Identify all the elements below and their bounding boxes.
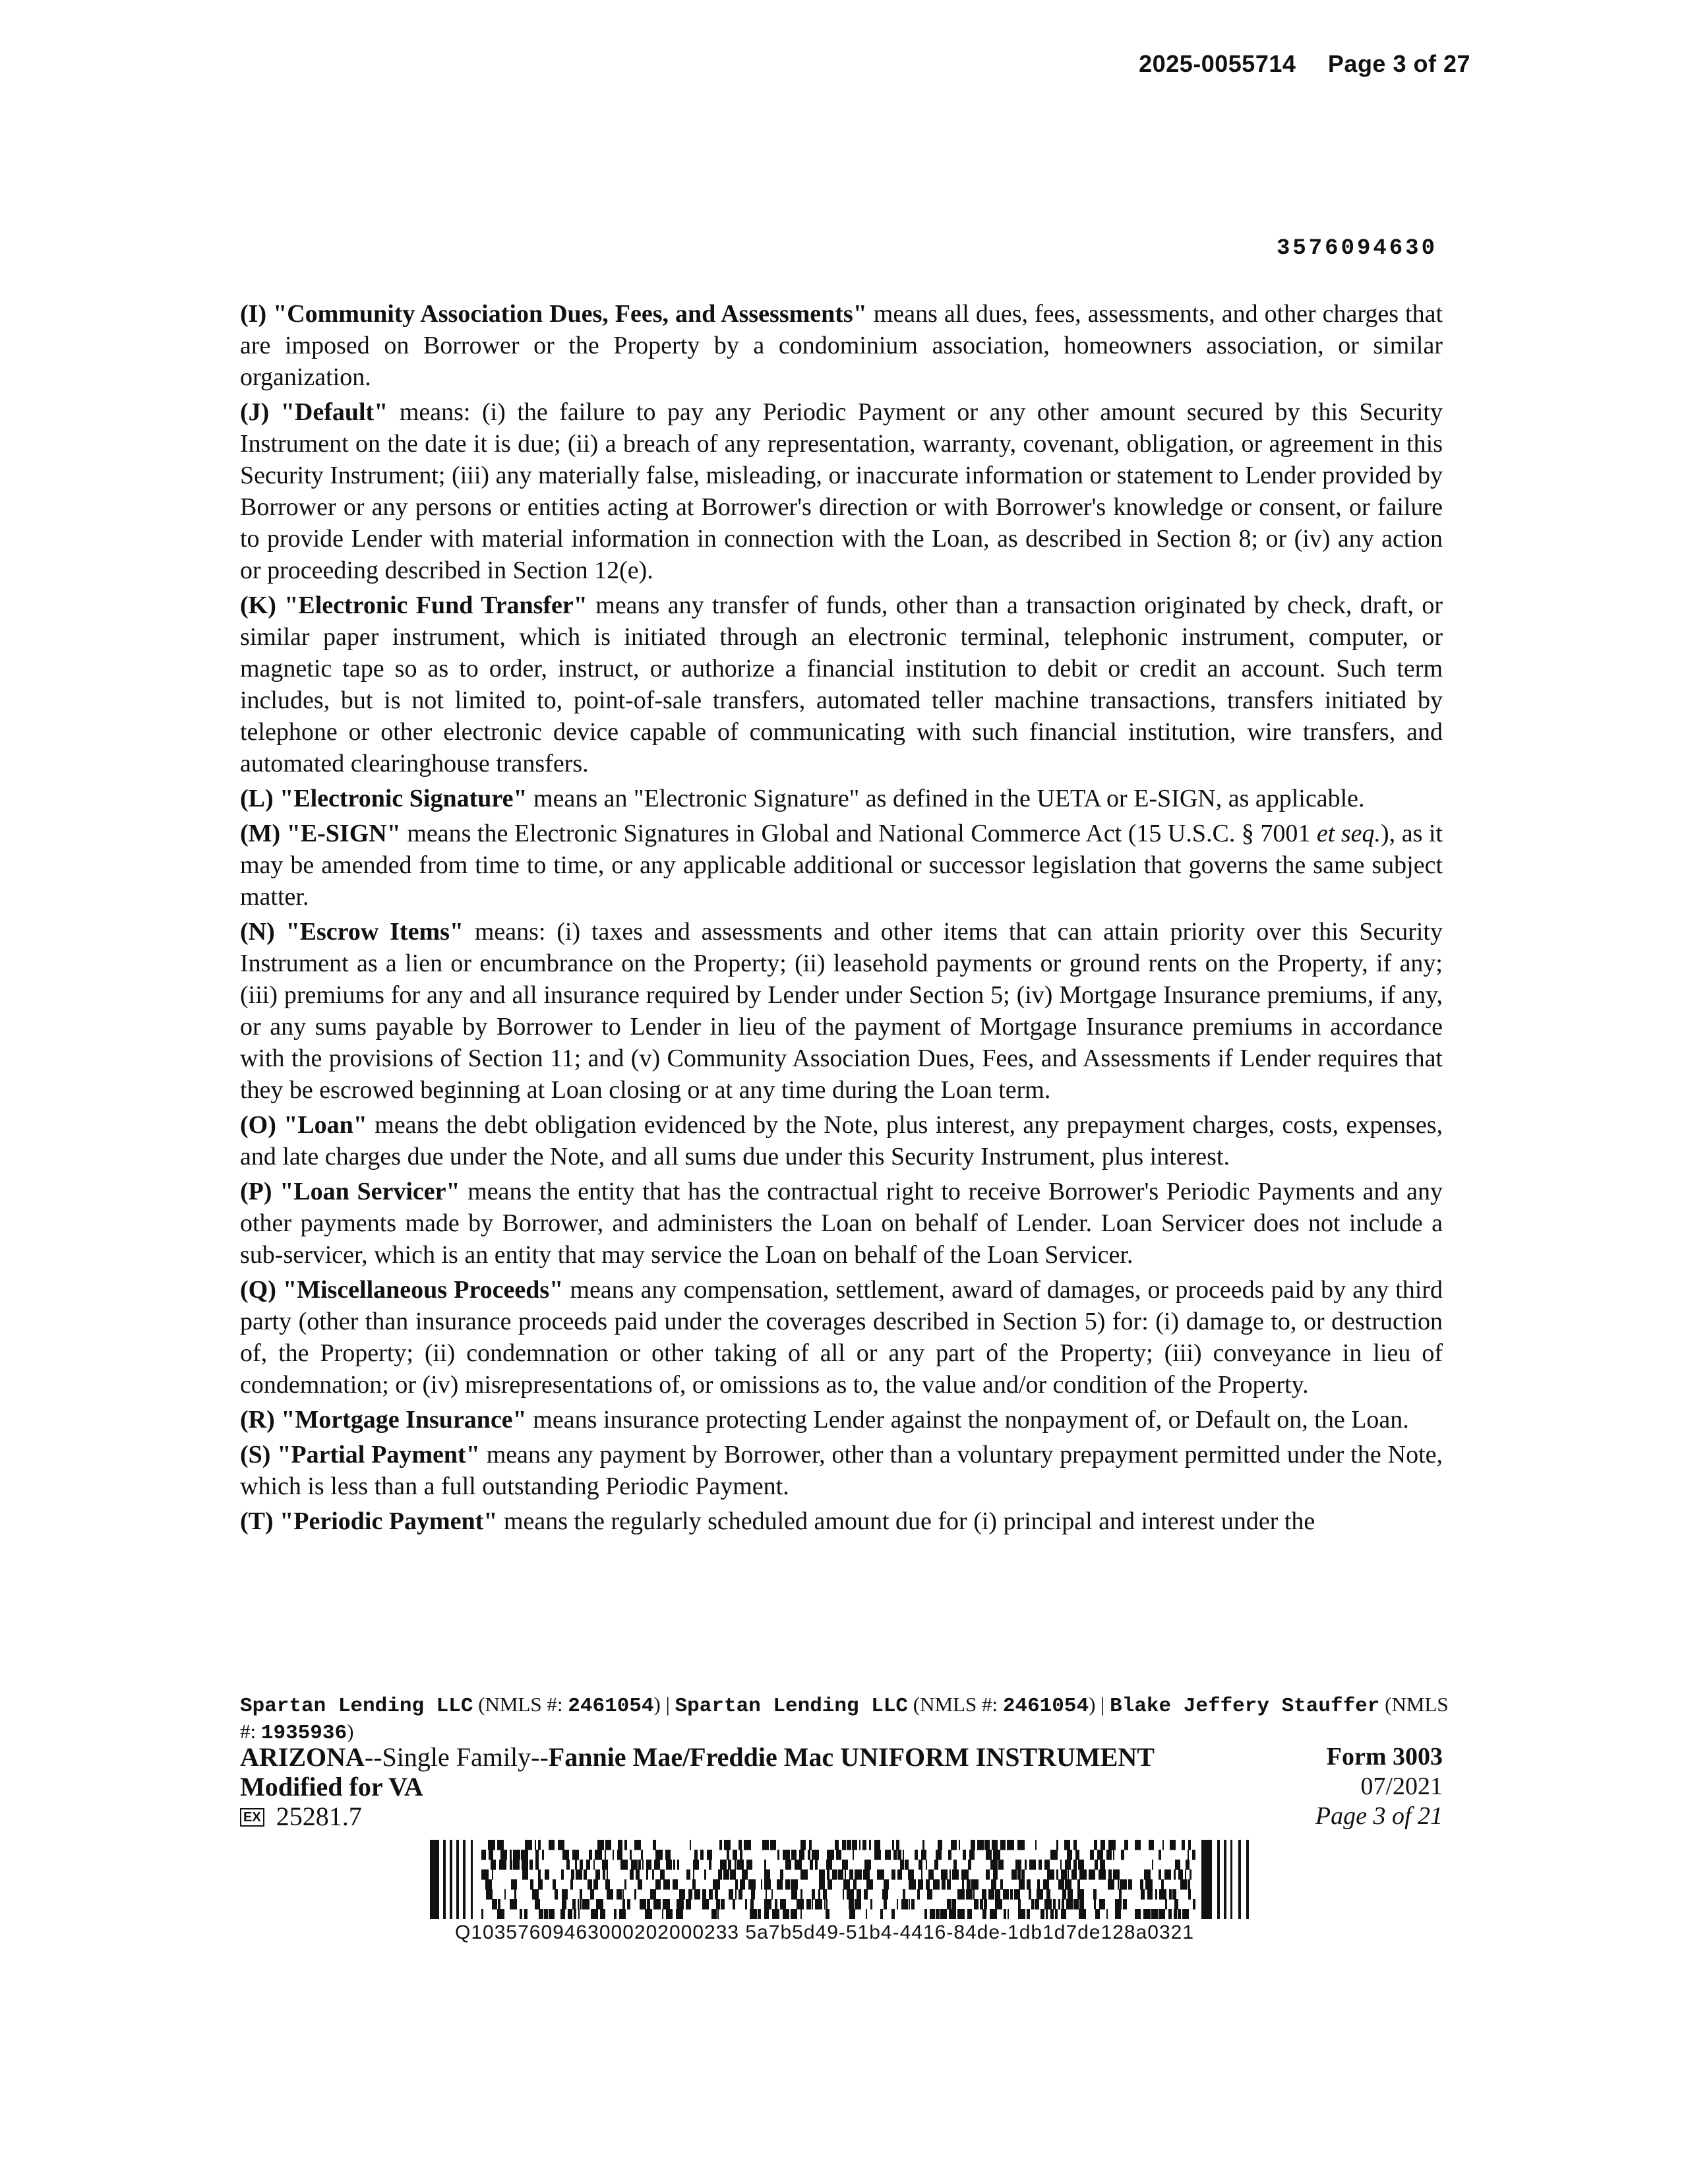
recording-number: 2025-0055714 bbox=[1139, 50, 1296, 77]
loan-number: 3576094630 bbox=[1276, 236, 1437, 261]
definition-text: means an "Electronic Signature" as defined in the UETA or E-SIGN, as applicable. bbox=[527, 785, 1365, 812]
definition-text: means the entity that has the contractual right to receive Borrower's Periodic Payments and any other payments made by Borrower, and administers the Loan on behalf of Lender. Loan Servicer does not include a sub-servicer, which is an entity that may service the Loan on behalf of the Loan Servicer. bbox=[240, 1178, 1443, 1269]
separator: ) | bbox=[653, 1693, 675, 1716]
definition-term: (S) "Partial Payment" bbox=[240, 1441, 480, 1469]
dash: -- bbox=[531, 1742, 549, 1772]
separator: ) | bbox=[1089, 1693, 1110, 1716]
definition-text: means the debt obligation evidenced by the Note, plus interest, any prepayment charges, costs, expenses, and late charges due under the Note, and all sums due under this Security Instrument, plus interest. bbox=[240, 1111, 1443, 1170]
definition-text: means all dues, fees, assessments, and other charges that are imposed on Borrower or the Property by a condominium association, homeowners association, or similar organization. bbox=[240, 300, 1443, 391]
definitions-body bbox=[240, 298, 1443, 1540]
nmls-label: (NMLS #: bbox=[240, 1693, 1449, 1743]
close-paren: ) bbox=[347, 1720, 354, 1743]
definition-l bbox=[240, 783, 1443, 814]
form-title-block bbox=[240, 1742, 1155, 1831]
lender-nmls: 2461054 bbox=[568, 1695, 654, 1718]
definition-italic: et seq. bbox=[1316, 820, 1381, 847]
definition-text: means insurance protecting Lender against the nonpayment of, or Default on, the Loan. bbox=[526, 1406, 1409, 1434]
definition-text: means any compensation, settlement, award of damages, or proceeds paid by any third party (other than insurance proceeds paid under the coverages described in Section 5) for: (i) damage to, or destruction of, the Property; (ii) condemnation or other taking of all or any part of the Property; (iii) conveyance in lieu of condemnation; or (iv) misrepresentations of, or omissions as to, the value and/or condition of the Property. bbox=[240, 1276, 1443, 1399]
form-title bbox=[240, 1742, 1155, 1772]
definition-r bbox=[240, 1404, 1443, 1436]
definition-term: (L) "Electronic Signature" bbox=[240, 785, 528, 812]
definition-n bbox=[240, 916, 1443, 1106]
barcode-text: Q10357609463000202000233 5a7b5d49-51b4-4416-84de-1db1d7de128a0321 bbox=[455, 1922, 1195, 1943]
definition-term: (K) "Electronic Fund Transfer" bbox=[240, 592, 588, 619]
definition-text-after: ), as it may be amended from time to time, or any applicable additional or successor legislation that governs the same subject matter. bbox=[240, 820, 1443, 911]
doc-code: 25281.7 bbox=[276, 1802, 362, 1831]
form-number: Form 3003 bbox=[1326, 1743, 1443, 1771]
footer-lender-line bbox=[240, 1692, 1453, 1746]
page-label: Page 3 of 27 bbox=[1327, 50, 1470, 77]
lender-nmls: 2461054 bbox=[1002, 1695, 1089, 1718]
definition-text: means: (i) the failure to pay any Periodic Payment or any other amount secured by this Security Instrument on the date it is due; (ii) a breach of any representation, warranty, covenant, obligation, or agreement in this Security Instrument; (iii) any materially false, misleading, or inaccurate information or statement to Lender provided by Borrower or any persons or entities acting at Borrower's direction or with Borrower's knowledge or consent, or failure to provide Lender with material information in connection with the Loan, as described in Section 8; or (iv) any action or proceeding described in Section 12(e). bbox=[240, 398, 1443, 584]
property-type: Single Family bbox=[382, 1742, 531, 1772]
definition-o bbox=[240, 1109, 1443, 1172]
modified-for-va: Modified for VA bbox=[240, 1772, 423, 1802]
form-number-block bbox=[1315, 1742, 1443, 1831]
definition-term: (M) "E-SIGN" bbox=[240, 820, 401, 847]
definition-t bbox=[240, 1505, 1443, 1537]
definition-p bbox=[240, 1176, 1443, 1271]
definition-term: (J) "Default" bbox=[240, 398, 388, 426]
lender-name: Spartan Lending LLC bbox=[675, 1695, 909, 1718]
definition-text: means: (i) taxes and assessments and other items that can attain priority over this Security Instrument as a lien or encumbrance on the Property; (ii) leasehold payments or ground rents on the Property, if any; (iii) premiums for any and all insurance required by Lender under Section 5; (iv) Mortgage Insurance premiums, if any, or any sums payable by Borrower to Lender in lieu of the payment of Mortgage Insurance premiums in accordance with the provisions of Section 11; and (v) Community Association Dues, Fees, and Assessments if Lender requires that they be escrowed beginning at Loan closing or at any time during the Loan term. bbox=[240, 918, 1443, 1104]
ex-icon: EX bbox=[240, 1808, 264, 1827]
definition-text: means the Electronic Signatures in Global and National Commerce Act (15 U.S.C. § 7001 bbox=[400, 820, 1317, 847]
definition-text: means the regularly scheduled amount due for (i) principal and interest under the bbox=[497, 1507, 1315, 1535]
nmls-label: (NMLS #: bbox=[913, 1693, 998, 1716]
originator-nmls: 1935936 bbox=[260, 1722, 347, 1745]
lender-name: Spartan Lending LLC bbox=[240, 1695, 473, 1718]
form-date: 07/2021 bbox=[1360, 1773, 1443, 1800]
definition-term: (T) "Periodic Payment" bbox=[240, 1507, 498, 1535]
definition-text: means any transfer of funds, other than a transaction originated by check, draft, or similar paper instrument, which is initiated through an electronic terminal, telephonic instrument, computer, or magnetic tape so as to order, instruct, or authorize a financial institution to debit or credit an account. Such term includes, but is not limited to, point-of-sale transfers, automated teller machine transactions, transfers initiated by telephone or other electronic device capable of communicating with such financial institution, wire transfers, and automated clearinghouse transfers. bbox=[240, 592, 1443, 777]
definition-term: (N) "Escrow Items" bbox=[240, 918, 464, 946]
state: ARIZONA bbox=[240, 1742, 365, 1772]
definition-i bbox=[240, 298, 1443, 393]
dash: -- bbox=[364, 1742, 382, 1772]
barcode bbox=[430, 1840, 1254, 1919]
form-page: Page 3 of 21 bbox=[1315, 1802, 1443, 1830]
definition-j bbox=[240, 396, 1443, 586]
definition-m bbox=[240, 818, 1443, 913]
definition-term: (Q) "Miscellaneous Proceeds" bbox=[240, 1276, 564, 1304]
definition-term: (R) "Mortgage Insurance" bbox=[240, 1406, 527, 1434]
recording-header bbox=[1139, 50, 1470, 78]
originator-name: Blake Jeffery Stauffer bbox=[1110, 1695, 1380, 1718]
definition-k bbox=[240, 590, 1443, 779]
doc-code-line bbox=[240, 1802, 1155, 1831]
definition-q bbox=[240, 1274, 1443, 1401]
instrument-name: Fannie Mae/Freddie Mac UNIFORM INSTRUMENT bbox=[548, 1742, 1155, 1772]
definition-term: (O) "Loan" bbox=[240, 1111, 367, 1139]
definition-term: (P) "Loan Servicer" bbox=[240, 1178, 460, 1205]
definition-s bbox=[240, 1439, 1443, 1502]
definition-term: (I) "Community Association Dues, Fees, and Assessments" bbox=[240, 300, 867, 328]
nmls-label: (NMLS #: bbox=[478, 1693, 563, 1716]
definition-text: means any payment by Borrower, other than a voluntary prepayment permitted under the Note, which is less than a full outstanding Periodic Payment. bbox=[240, 1441, 1443, 1500]
